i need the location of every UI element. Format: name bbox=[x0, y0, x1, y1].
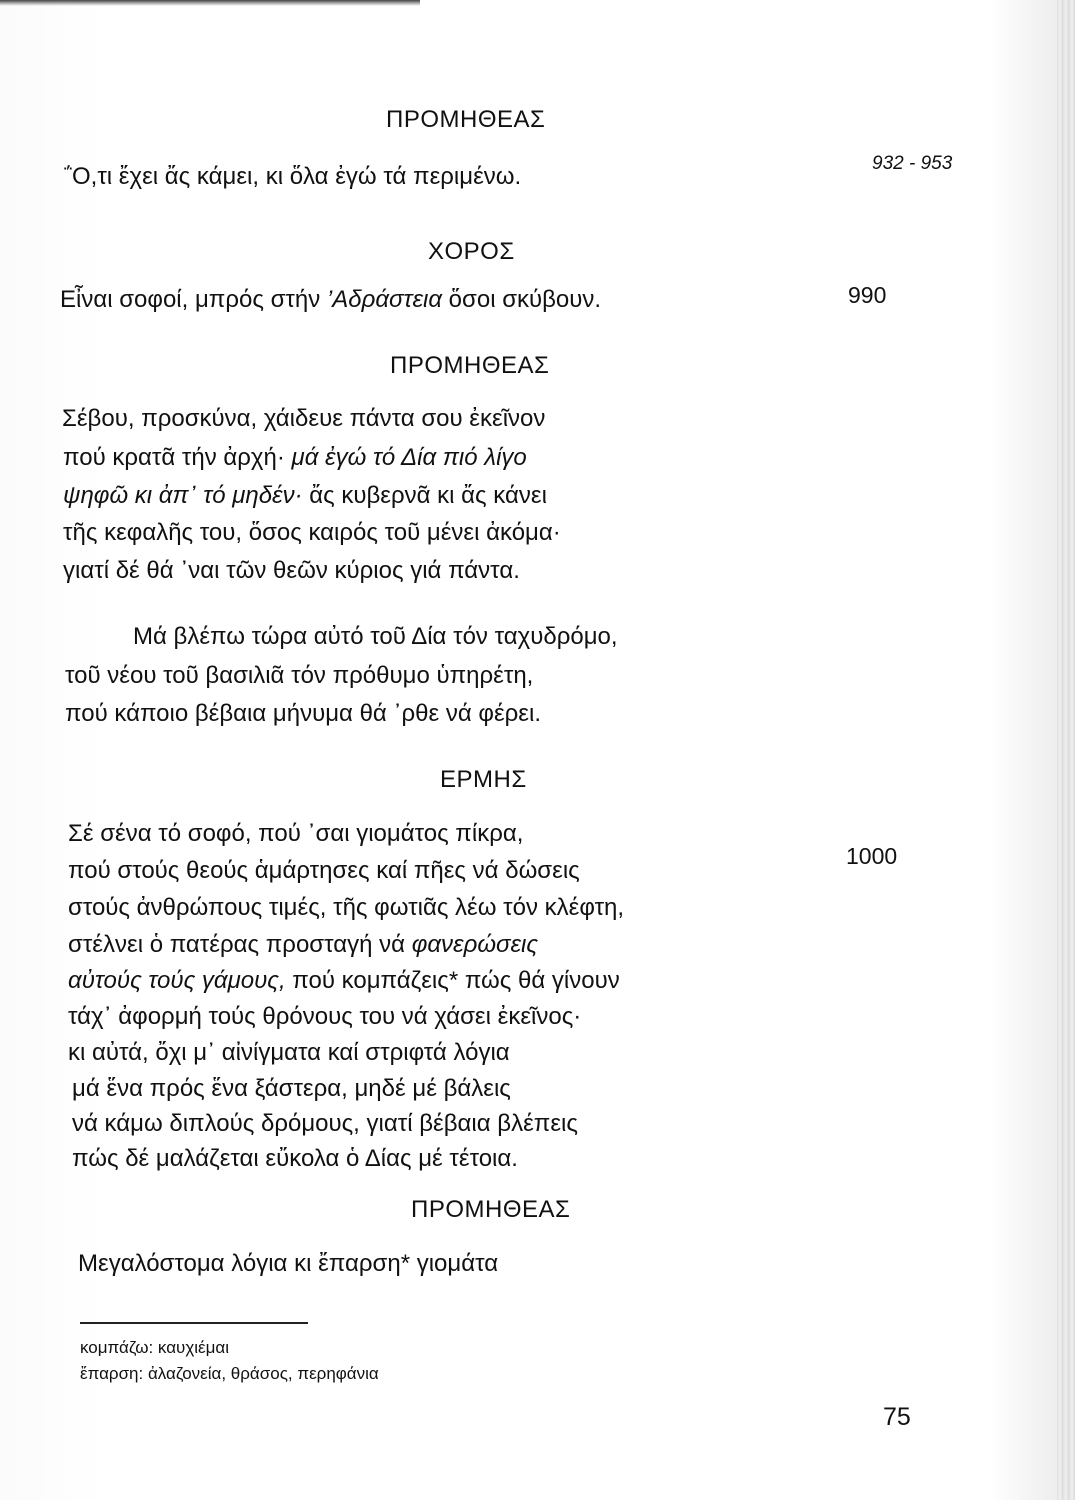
verse-line-15 bbox=[68, 967, 620, 995]
verse-line-3: Σέβου, προσκύνα, χάιδευε πάντα σου ἐκεῖνον bbox=[62, 405, 546, 432]
verse-line-4-part-a: πού κρατᾶ τήν ἀρχή· bbox=[63, 444, 292, 471]
verse-line-2-adrasteia: ’Αδράστεια bbox=[326, 286, 443, 313]
page-top-edge-shadow bbox=[0, 0, 420, 6]
verse-line-8: Μά βλέπω τώρα αὐτό τοῦ Δία τόν ταχυδρόμο, bbox=[133, 623, 618, 650]
line-number-1000: 1000 bbox=[846, 843, 898, 869]
speaker-heading-prometheus-3: ΠΡΟΜΗΘΕΑΣ bbox=[411, 1196, 571, 1223]
verse-line-13: στούς ἀνθρώπους τιμές, τῆς φωτιᾶς λέω τόν κλέφτη, bbox=[68, 894, 625, 921]
verse-line-21: Μεγαλόστομα λόγια κι ἔπαρση* γιομάτα bbox=[78, 1250, 499, 1277]
verse-line-4-italic: μά ἐγώ τό Δία πιό λίγο bbox=[291, 444, 527, 471]
footnote-2: ἔπαρση: ἀλαζονεία, θράσος, περηφάνια bbox=[80, 1364, 379, 1383]
verse-line-20: πώς δέ μαλάζεται εὔκολα ὁ Δίας μέ τέτοια. bbox=[72, 1145, 518, 1172]
verse-line-18: μά ἕνα πρός ἕνα ξάστερα, μηδέ μέ βάλεις bbox=[72, 1075, 511, 1102]
verse-line-1: ΅Ο,τι ἔχει ἄς κάμει, κι ὅλα ἐγώ τά περιμένω. bbox=[64, 163, 522, 190]
verse-line-14 bbox=[68, 931, 538, 959]
footnote-rule bbox=[80, 1322, 308, 1324]
footnote-1: κομπάζω: καυχιέμαι bbox=[80, 1338, 230, 1357]
verse-line-19: νά κάμω διπλούς δρόμους, γιατί βέβαια βλέπεις bbox=[72, 1110, 578, 1137]
speaker-heading-prometheus-1: ΠΡΟΜΗΘΕΑΣ bbox=[386, 106, 546, 133]
verse-line-2-part-a: Εἶναι σοφοί, μπρός στήν bbox=[60, 286, 327, 313]
speaker-heading-prometheus-2: ΠΡΟΜΗΘΕΑΣ bbox=[390, 352, 550, 379]
verse-line-14-italic: φανερώσεις bbox=[411, 931, 539, 958]
page-number: 75 bbox=[883, 1403, 911, 1431]
verse-line-16: τάχ᾽ ἀφορμή τούς θρόνους του νά χάσει ἐκεῖνος· bbox=[68, 1003, 582, 1030]
verse-line-5-part-b: ἄς κυβερνᾶ κι ἄς κάνει bbox=[302, 482, 547, 509]
speaker-heading-chorus: ΧΟΡΟΣ bbox=[428, 238, 515, 265]
verse-line-7: γιατί δέ θά ᾽ναι τῶν θεῶν κύριος γιά πάντα. bbox=[63, 557, 520, 584]
verse-line-2 bbox=[60, 286, 601, 314]
verse-line-10: πού κάποιο βέβαια μήνυμα θά ᾽ρθε νά φέρει. bbox=[65, 700, 541, 727]
page-binding-edge bbox=[1057, 0, 1075, 1500]
verse-line-2-part-c: ὅσοι σκύβουν. bbox=[442, 286, 602, 313]
verse-line-4 bbox=[63, 444, 527, 472]
verse-line-15-italic: αὐτούς τούς γάμους, bbox=[68, 967, 286, 994]
verse-line-6: τῆς κεφαλῆς του, ὅσος καιρός τοῦ μένει ἀκόμα· bbox=[63, 519, 561, 546]
verse-line-17: κι αὐτά, ὄχι μ᾽ αἰνίγματα καί στριφτά λόγια bbox=[68, 1039, 510, 1066]
line-number-990: 990 bbox=[848, 282, 887, 308]
verse-line-11: Σέ σένα τό σοφό, πού ᾽σαι γιομάτος πίκρα, bbox=[68, 820, 524, 847]
verse-line-9: τοῦ νέου τοῦ βασιλιᾶ τόν πρόθυμο ὑπηρέτη, bbox=[65, 662, 534, 689]
verse-line-5-italic: ψηφῶ κι ἀπ᾽ τό μηδέν· bbox=[63, 482, 303, 509]
line-reference-range: 932 - 953 bbox=[872, 153, 953, 174]
verse-line-15-part-b: πού κομπάζεις* πώς θά γίνουν bbox=[285, 967, 620, 994]
verse-line-5 bbox=[63, 482, 547, 510]
speaker-heading-hermes: ΕΡΜΗΣ bbox=[440, 766, 527, 793]
verse-line-14-part-a: στέλνει ὁ πατέρας προσταγή νά bbox=[68, 931, 412, 958]
verse-line-12: πού στούς θεούς ἁμάρτησες καί πῆες νά δώσεις bbox=[68, 857, 580, 884]
